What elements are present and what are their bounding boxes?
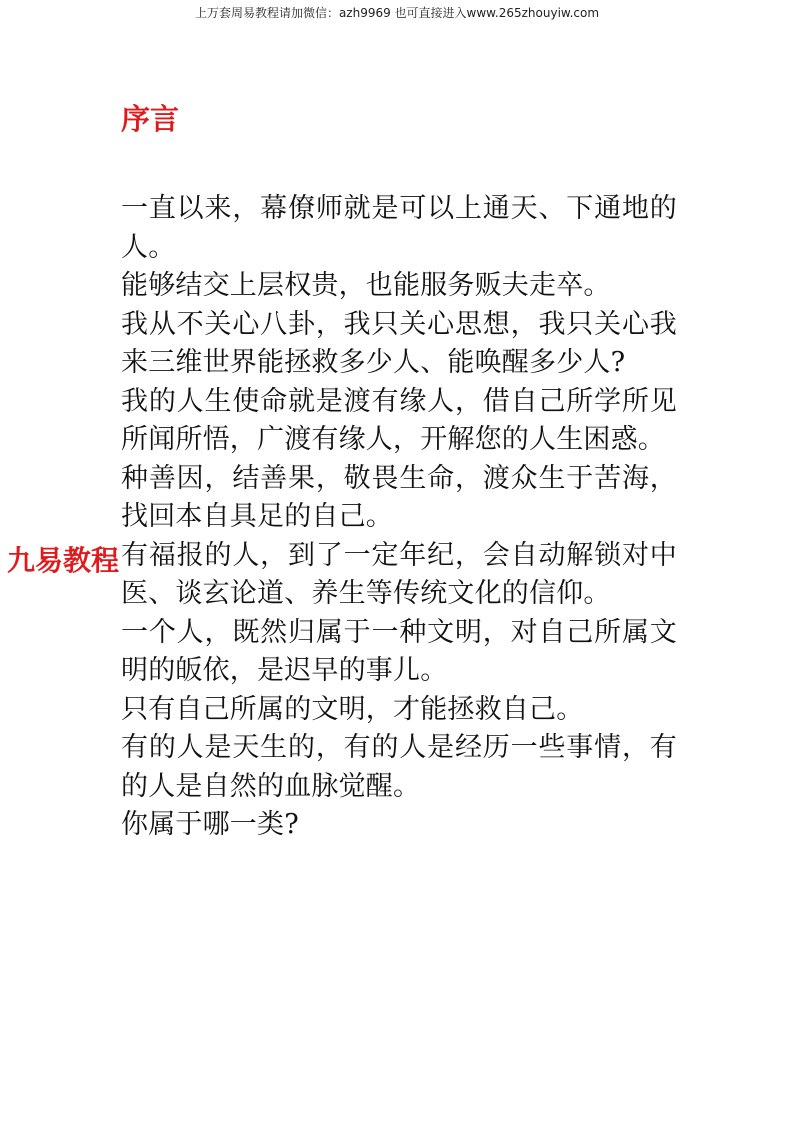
page-title: 序言 bbox=[121, 102, 180, 136]
paragraph-10: 你属于哪一类? bbox=[121, 809, 299, 840]
paragraph-2: 能够结交上层权贵，也能服务贩夫走卒。 bbox=[121, 270, 611, 301]
paragraph-9: 有的人是天生的，有的人是经历一些事情，有的人是自然的血脉觉醒。 bbox=[121, 732, 677, 802]
body-text bbox=[121, 190, 677, 845]
paragraph-5: 种善因，结善果，敬畏生命，渡众生于苦海，找回本自具足的自己。 bbox=[121, 462, 677, 532]
paragraph-4: 我的人生使命就是渡有缘人，借自己所学所见所闻所悟，广渡有缘人，开解您的人生困惑。 bbox=[121, 385, 677, 455]
paragraph-7: 一个人，既然归属于一种文明，对自己所属文明的皈依，是迟早的事儿。 bbox=[121, 616, 677, 686]
page-header: 上万套周易教程请加微信：azh9969 也可直接进入www.265zhouyiw.com bbox=[194, 6, 600, 20]
paragraph-8: 只有自己所属的文明，才能拯救自己。 bbox=[121, 693, 584, 725]
watermark-logo: 九易教程 bbox=[7, 544, 120, 577]
paragraph-3: 我从不关心八卦，我只关心思想，我只关心我来三维世界能拯救多少人、能唤醒多少人? bbox=[121, 308, 677, 378]
paragraph-1: 一直以来，幕僚师就是可以上通天、下通地的人。 bbox=[121, 193, 677, 263]
paragraph-6: 有福报的人，到了一定年纪，会自动解锁对中医、谈玄论道、养生等传统文化的信仰。 bbox=[121, 539, 677, 609]
